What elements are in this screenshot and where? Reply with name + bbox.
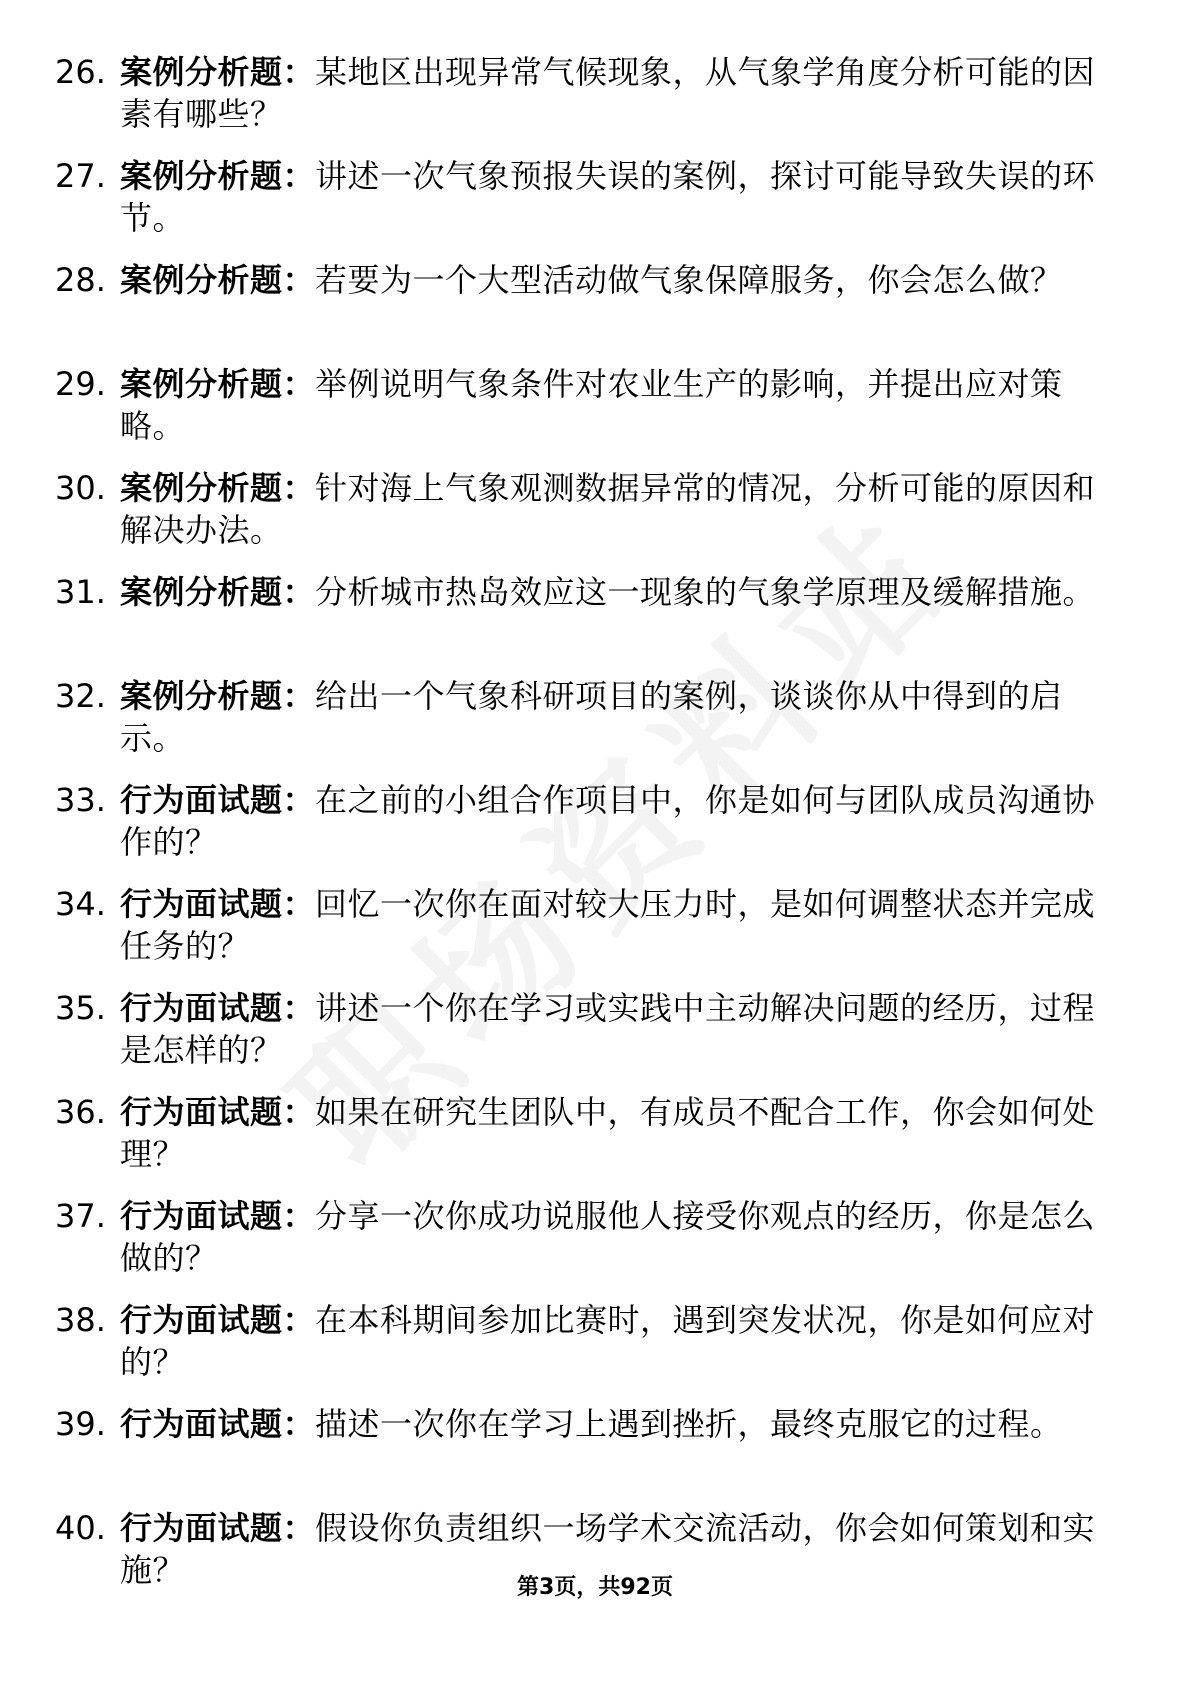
question-body <box>120 259 1115 301</box>
question-category: 案例分析题： <box>120 573 316 611</box>
question-number: 36. <box>55 1093 106 1131</box>
question-text: 给出一个气象科研项目的案例，谈谈你从中得到的启示。 <box>120 677 1063 757</box>
question-text: 在之前的小组合作项目中，你是如何与团队成员沟通协作的？ <box>120 781 1096 861</box>
question-body <box>120 883 1115 967</box>
question-text: 针对海上气象观测数据异常的情况，分析可能的原因和解决办法。 <box>120 469 1096 549</box>
question-number: 40. <box>55 1509 106 1547</box>
question-category: 行为面试题： <box>120 1093 316 1131</box>
question-text: 在本科期间参加比赛时，遇到突发状况，你是如何应对的？ <box>120 1301 1096 1381</box>
question-item <box>55 1299 1115 1403</box>
question-item <box>55 467 1115 571</box>
question-number: 29. <box>55 365 106 403</box>
question-item <box>55 363 1115 467</box>
question-number: 39. <box>55 1405 106 1443</box>
question-number: 34. <box>55 885 106 923</box>
question-category: 案例分析题： <box>120 53 316 91</box>
question-body <box>120 363 1115 447</box>
question-item <box>55 155 1115 259</box>
question-number: 33. <box>55 781 106 819</box>
question-body <box>120 1091 1115 1175</box>
question-text: 某地区出现异常气候现象，从气象学角度分析可能的因素有哪些？ <box>120 53 1096 133</box>
question-text: 分析城市热岛效应这一现象的气象学原理及缓解措施。 <box>315 573 1096 611</box>
page-number: 第3页，共92页 <box>517 1575 673 1600</box>
question-text: 回忆一次你在面对较大压力时，是如何调整状态并完成任务的？ <box>120 885 1096 965</box>
question-item <box>55 779 1115 883</box>
question-number: 30. <box>55 469 106 507</box>
question-category: 行为面试题： <box>120 781 316 819</box>
question-text: 描述一次你在学习上遇到挫折，最终克服它的过程。 <box>315 1405 1063 1443</box>
question-text: 假设你负责组织一场学术交流活动，你会如何策划和实施？ <box>120 1509 1096 1589</box>
question-item <box>55 51 1115 155</box>
question-item <box>55 571 1115 675</box>
question-category: 案例分析题： <box>120 157 316 195</box>
question-category: 案例分析题： <box>120 677 316 715</box>
question-category: 行为面试题： <box>120 1509 316 1547</box>
question-body <box>120 155 1115 239</box>
question-category: 行为面试题： <box>120 885 316 923</box>
question-text: 讲述一个你在学习或实践中主动解决问题的经历，过程是怎样的？ <box>120 989 1096 1069</box>
question-number: 38. <box>55 1301 106 1339</box>
question-number: 31. <box>55 573 106 611</box>
question-number: 28. <box>55 261 106 299</box>
question-category: 行为面试题： <box>120 1197 316 1235</box>
question-text: 如果在研究生团队中，有成员不配合工作，你会如何处理？ <box>120 1093 1096 1173</box>
question-text: 分享一次你成功说服他人接受你观点的经历，你是怎么做的？ <box>120 1197 1096 1277</box>
question-body <box>120 1195 1115 1279</box>
question-item <box>55 1403 1115 1507</box>
question-item <box>55 883 1115 987</box>
question-category: 行为面试题： <box>120 989 316 1027</box>
question-number: 37. <box>55 1197 106 1235</box>
question-body <box>120 51 1115 135</box>
question-body <box>120 571 1115 613</box>
question-text: 举例说明气象条件对农业生产的影响，并提出应对策略。 <box>120 365 1063 445</box>
question-number: 32. <box>55 677 106 715</box>
question-body <box>120 467 1115 551</box>
question-item <box>55 987 1115 1091</box>
question-category: 案例分析题： <box>120 469 316 507</box>
question-category: 案例分析题： <box>120 261 316 299</box>
question-category: 行为面试题： <box>120 1405 316 1443</box>
question-item <box>55 1091 1115 1195</box>
question-list <box>55 51 1115 1611</box>
question-item <box>55 259 1115 363</box>
question-number: 35. <box>55 989 106 1027</box>
question-item <box>55 675 1115 779</box>
question-text: 若要为一个大型活动做气象保障服务，你会怎么做？ <box>315 261 1063 299</box>
question-body <box>120 1299 1115 1383</box>
question-item <box>55 1195 1115 1299</box>
question-number: 27. <box>55 157 106 195</box>
question-body <box>120 675 1115 759</box>
question-category: 案例分析题： <box>120 365 316 403</box>
question-text: 讲述一次气象预报失误的案例，探讨可能导致失误的环节。 <box>120 157 1096 237</box>
question-body <box>120 1403 1115 1445</box>
question-category: 行为面试题： <box>120 1301 316 1339</box>
question-body <box>120 779 1115 863</box>
question-body <box>120 987 1115 1071</box>
question-number: 26. <box>55 53 106 91</box>
